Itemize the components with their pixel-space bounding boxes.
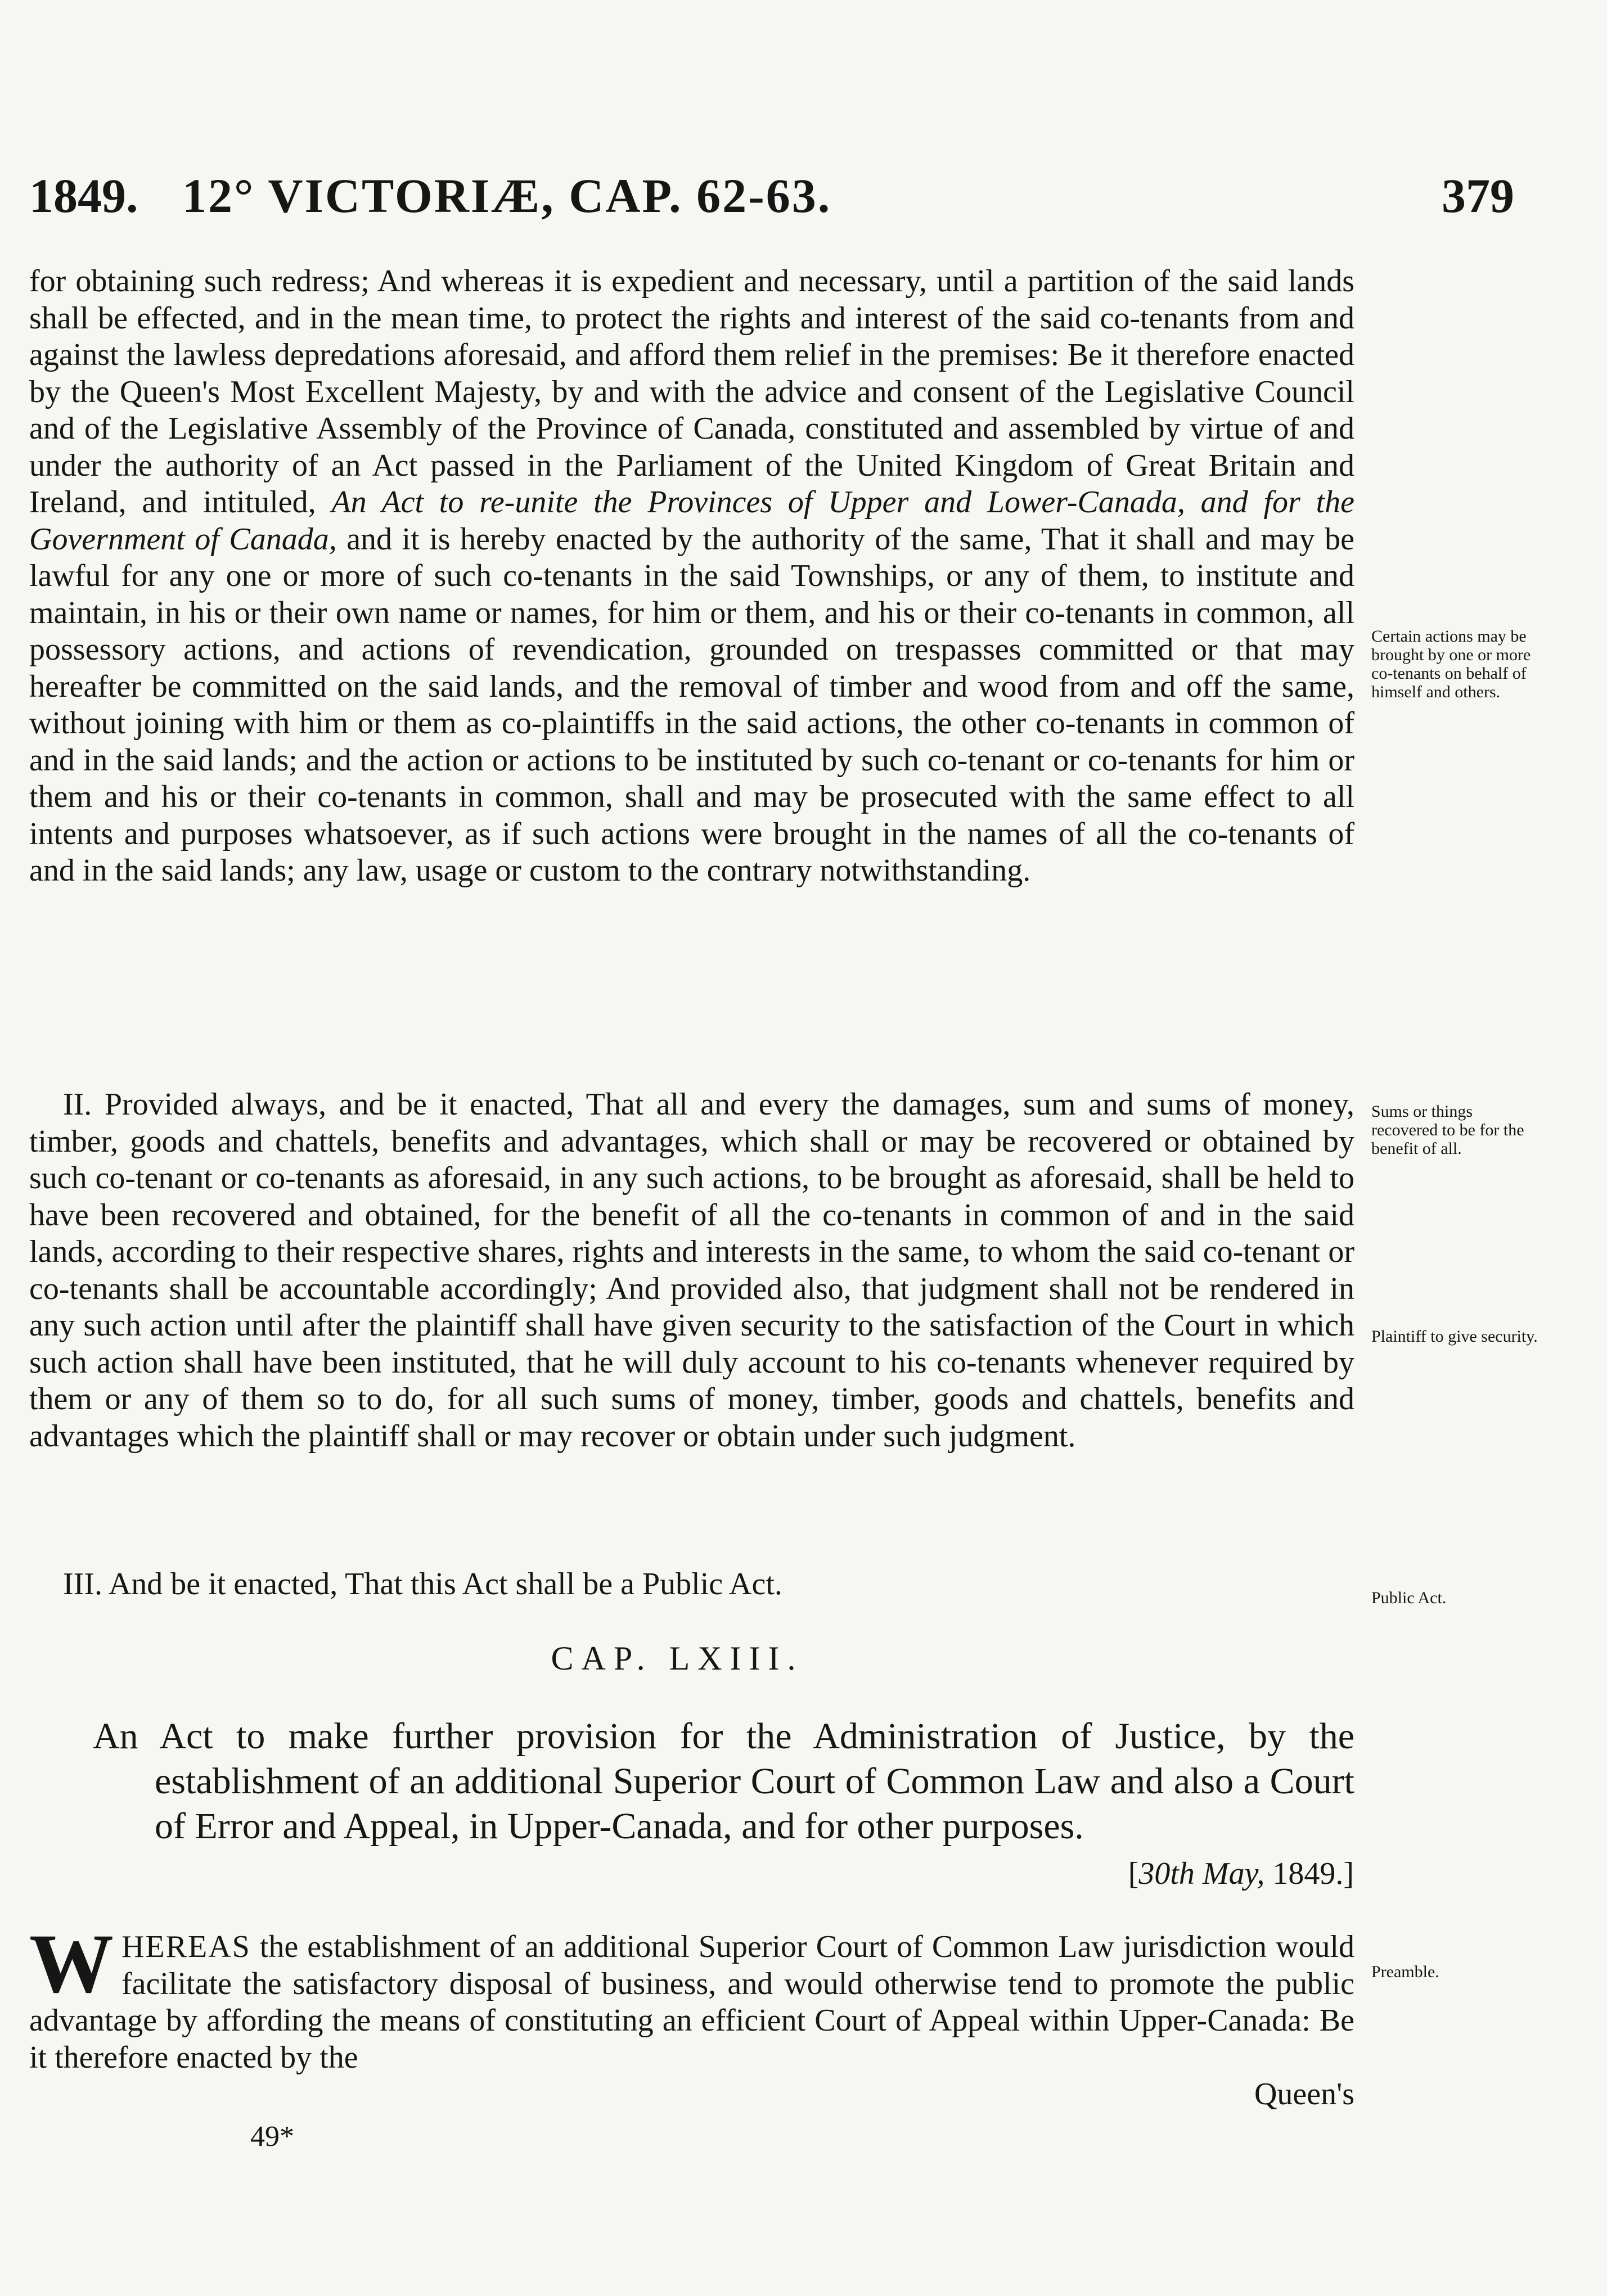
act-title-block: [93, 1714, 1354, 1849]
date-italic: 30th May,: [1138, 1856, 1265, 1891]
preamble-text-block: [29, 1917, 1354, 2076]
section-3-text: III. And be it enacted, That this Act shall be a Public Act.: [63, 1567, 782, 1602]
paragraph-1: [29, 263, 1354, 890]
chapter-heading: CAP. LXIII.: [551, 1640, 804, 1677]
preamble-first-word: HEREAS: [121, 1929, 251, 1964]
section-2-text: II. Provided always, and be it enacted, That all and every the damages, sum and sums of money, timber, goods and chattels, benefits and advantages, which shall or may be recovered or obtained by such co-tenant or co-tenants as aforesaid, in any such actions, to be brought as aforesaid, shall be held to have been recovered and obtained, for the benefit of all the co-tenants in common of and in the said lands, according to their respective shares, rights and interests in the same, to whom the said co-tenant or co-tenants shall be accountable accordingly; And provided also, that judgment shall not be rendered in any such action until after the plaintiff shall have given security to the satisfaction of the Court in which such action shall have been instituted, that he will duly account to his co-tenants whenever required by them or any of them so to do, for all such sums of money, timber, goods and chattels, benefits and advantages which the plaintiff shall or may recover or obtain under such judgment.: [29, 1087, 1354, 1454]
paragraph-1-text-a: for obtaining such redress; And whereas it is expedient and necessary, until a partition of the said lands shall be effected, and in the mean time, to protect the rights and interest of the said co-tenants from and against the lawless depredations aforesaid, and afford them relief in the premises: Be it therefore enacted by the Queen's Most Excellent Majesty, by and with the advice and consent of the Legislative Council and of the Legislative Assembly of the Province of Canada, constituted and assembled by virtue of and under the authority of an Act passed in the Parliament of the United Kingdom of Great Britain and Ireland, and intituled,: [29, 264, 1354, 520]
date-open: [: [1128, 1856, 1139, 1891]
paragraph-1-text-b: and it is hereby enacted by the authority of the same, That it shall and may be lawful for any one or more of such co-tenants in the said Townships, or any of them, to institute and maintain, in his or their own name or names, for him or them, and his or their co-tenants in common, all possessory actions, and actions of revendication, grounded on trespasses committed or that may hereafter be committed on the said lands, and the removal of timber and wood from and off the same, without joining with him or them as co-plaintiffs in the said actions, the other co-tenants in common of and in the said lands; and the action or actions to be instituted by such co-tenant or co-tenants for him or them and his or their co-tenants in common, shall and may be prosecuted with the same effect to all intents and purposes whatsoever, as if such actions were brought in the names of all the co-tenants of and in the said lands; any law, usage or custom to the contrary notwithstanding.: [29, 521, 1355, 888]
header-title: 12° VICTORIÆ, CAP. 62-63.: [182, 169, 832, 223]
signature-mark: 49*: [250, 2121, 294, 2153]
section-3-paragraph: [29, 1566, 1354, 1603]
assent-date: [1128, 1856, 1354, 1892]
preamble-paragraph: [29, 1917, 1354, 2113]
act-title: An Act to make further provision for the Administration of Justice, by the establishment of an additional Superior Court of Common Law and also a Court of Error and Appeal, in Upper-Canada, and for other purposes.: [93, 1716, 1354, 1847]
margin-note-preamble: Preamble.: [1371, 1963, 1439, 1981]
act-short-title-italic: An Act to re-unite the Provinces of Upper and Lower-Canada, and for the Government of Canada,: [29, 485, 1354, 557]
section-2-paragraph: [29, 1086, 1354, 1455]
header-year: 1849.: [29, 169, 138, 223]
margin-note-sums-recovered: Sums or things recovered to be for the benefit of all.: [1371, 1102, 1524, 1158]
page-number: 379: [1442, 169, 1514, 223]
margin-note-plaintiff-security: Plaintiff to give security.: [1371, 1327, 1538, 1346]
drop-cap-letter: W: [29, 1917, 114, 2010]
date-close: 1849.]: [1264, 1856, 1354, 1891]
catchword: Queen's: [1254, 2077, 1354, 2112]
margin-note-certain-actions: Certain actions may be brought by one or more co-tenants on behalf of himself and others.: [1371, 627, 1531, 701]
running-header: [29, 168, 1514, 229]
margin-note-public-act: Public Act.: [1371, 1589, 1447, 1607]
preamble-text: the establishment of an additional Superior Court of Common Law jurisdiction would facilitate the satisfactory disposal of business, and would otherwise tend to promote the public advantage by affording the means of constituting an efficient Court of Appeal within Upper-Canada: Be it therefore enacted by the: [29, 1929, 1354, 2075]
section-1-paragraph: [29, 263, 1354, 890]
